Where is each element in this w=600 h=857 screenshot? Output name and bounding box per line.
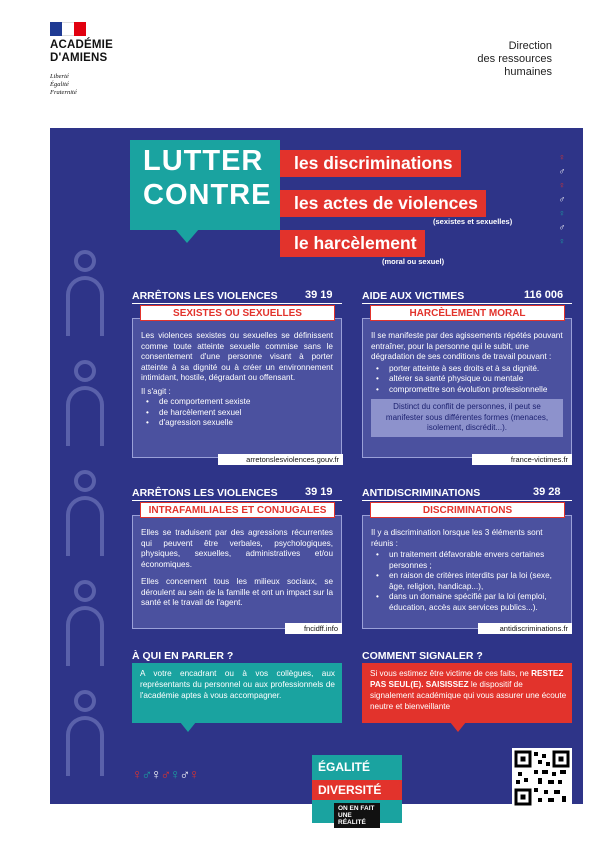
box4-phone: 39 28: [533, 486, 561, 498]
box1-header: ARRÊTONS LES VIOLENCES: [132, 290, 278, 302]
list-item: • un traitement défavorable envers certaines personnes ;: [371, 550, 563, 571]
box4-content: Il y a discrimination lorsque les 3 éléments sont réunis : • un traitement défavorable envers certaines personnes ; • en raison de critères interdits par la loi (sexe, âge, religion, handicap...), • dans un domaine spécifié par la loi (emploi, éducation, accès aux services publics...).: [362, 515, 572, 629]
people-group-icon: ♀♂♀♂♀♂♀: [132, 766, 199, 782]
list-item: • d'agression sexuelle: [141, 418, 333, 429]
box1-title: SEXISTES OU SEXUELLES: [140, 305, 335, 321]
box2-link[interactable]: france-victimes.fr: [472, 454, 572, 465]
box2-content: Il se manifeste par des agissements répétés pouvant entraîner, pour la personne qui le subit, une dégradation de ses conditions de travail pouvant : • porter atteinte à ses droits et à sa dignité. • altérer sa santé physique ou mentale • compromettre son évolution professionnelle Distinct du conflit de personnes, il peut se manifester sous différentes formes (menaces, isolement, discrédit...).: [362, 318, 572, 458]
title-line-discriminations: les discriminations: [280, 150, 461, 177]
box3-link[interactable]: fncidff.info: [285, 623, 342, 634]
divider: [362, 500, 572, 501]
box2-phone: 116 006: [524, 289, 564, 301]
box2-note: Distinct du conflit de personnes, il peut se manifester sous différentes formes (menaces, isolement, discrédit...).: [371, 399, 563, 437]
academy-name: ACADÉMIE D'AMIENS: [50, 39, 113, 64]
list-item: • porter atteinte à ses droits et à sa dignité.: [371, 364, 563, 375]
onenfait-badge: ON EN FAIT UNE RÉALITÉ: [334, 803, 380, 828]
small-person-icons: ♀ ♂ ♀ ♂ ♀ ♂ ♀: [558, 152, 566, 246]
speech-tail: [180, 722, 196, 732]
call1-header: À QUI EN PARLER ?: [132, 650, 234, 662]
list-item: • dans un domaine spécifié par la loi (emploi, éducation, accès aux services publics...).: [371, 592, 563, 613]
box2-title: HARCÈLEMENT MORAL: [370, 305, 565, 321]
box3-phone: 39 19: [305, 486, 333, 498]
box4-header: ANTIDISCRIMINATIONS: [362, 487, 481, 499]
list-item: • altérer sa santé physique ou mentale: [371, 374, 563, 385]
egalite-label: ÉGALITÉ: [318, 760, 371, 774]
list-item: • de harcèlement sexuel: [141, 408, 333, 419]
title-line-violences: les actes de violences: [280, 190, 486, 217]
qr-code-icon[interactable]: [512, 748, 572, 808]
divider: [362, 303, 572, 304]
box4-link[interactable]: antidiscriminations.fr: [478, 623, 572, 634]
box1-link[interactable]: arretonslesviolences.gouv.fr: [218, 454, 343, 465]
title-line-harcelement: le harcèlement: [280, 230, 425, 257]
direction-label: Direction des ressources humaines: [477, 40, 552, 78]
republic-motto: Liberté Égalité Fraternité: [50, 73, 77, 96]
divider: [132, 303, 342, 304]
box1-phone: 39 19: [305, 289, 333, 301]
box3-content: Elles se traduisent par des agressions récurrentes qui peuvent être verbales, psychologiques, physiques, sexuelles, administratives et/ou économiques. Elles concernent tous les milieux sociaux, se déroulent au sein de la famille et ont un impact sur la santé et le travail de l'agent.: [132, 515, 342, 629]
list-item: • de comportement sexiste: [141, 397, 333, 408]
list-item: • compromettre son évolution professionnelle: [371, 385, 563, 396]
box3-header: ARRÊTONS LES VIOLENCES: [132, 487, 278, 499]
title-line-violences-sub: (sexistes et sexuelles): [433, 217, 513, 226]
box2-header: AIDE AUX VICTIMES: [362, 290, 465, 302]
title-line-harcelement-sub: (moral ou sexuel): [382, 257, 445, 266]
title-lutter-contre: LUTTER CONTRE: [143, 145, 272, 211]
box4-title: DISCRIMINATIONS: [370, 502, 565, 518]
speech-tail: [450, 722, 466, 732]
call1-text: A votre encadrant ou à vos collègues, aux représentants du personnel ou aux professionnels de l'académie aptes à vous accompagner.: [140, 669, 335, 700]
box1-content: Les violences sexistes ou sexuelles se définissent comme toute atteinte sexuelle commise sans le consentement d'une personne visant à porter atteinte à sa dignité ou à créer un environnement intimidant, hostile, dégradant ou offensant. Il s'agit : • de comportement sexiste • de harcèlement sexuel • d'agression sexuelle: [132, 318, 342, 458]
box3-title: INTRAFAMILIALES ET CONJUGALES: [140, 502, 335, 518]
call2-text: Si vous estimez être victime de ces faits, ne RESTEZ PAS SEUL(E). SAISISSEZ le dispositif de signalement académique qui vous assurer une écoute neutre et bienveillante: [370, 669, 567, 711]
person-figures-icon: [50, 250, 120, 790]
diversite-label: DIVERSITÉ: [318, 783, 382, 797]
call2-header: COMMENT SIGNALER ?: [362, 650, 483, 662]
republic-flag-icon: [50, 22, 86, 36]
divider: [132, 500, 342, 501]
intranet-url[interactable]: https://intranet.ac-amiens.fr/vdhas.html: [438, 810, 559, 817]
speech-tail: [175, 229, 199, 243]
list-item: • en raison de critères interdits par la loi (sexe, âge, religion, handicap...),: [371, 571, 563, 592]
